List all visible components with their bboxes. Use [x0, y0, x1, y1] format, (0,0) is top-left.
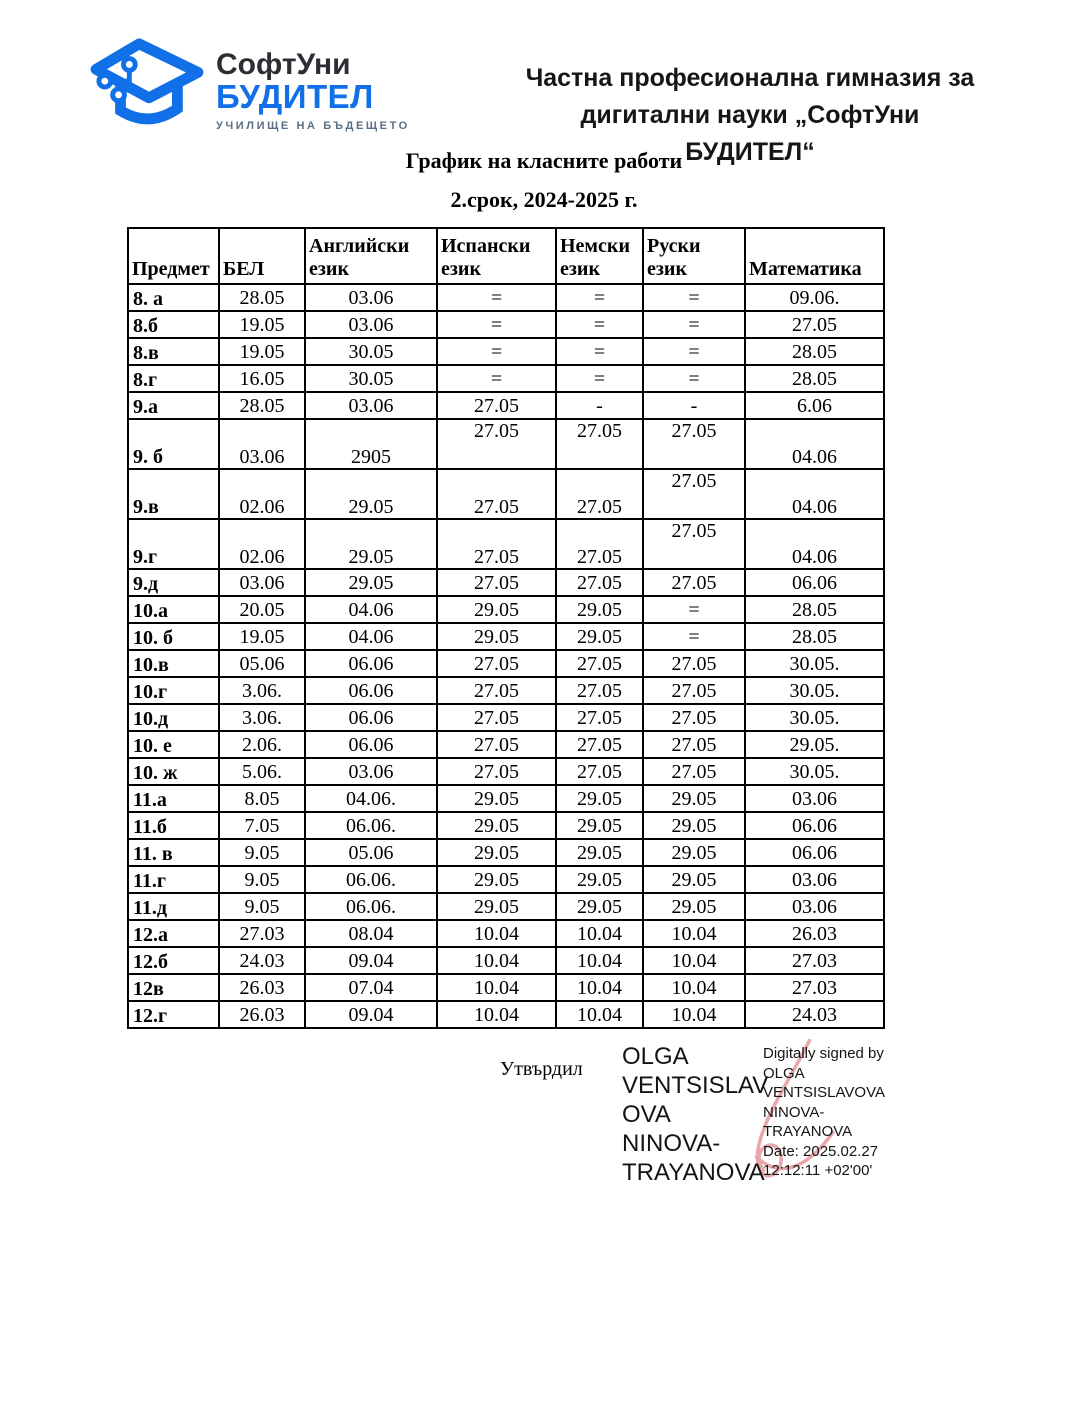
table-row [128, 338, 884, 365]
date-cell: 04.06 [745, 469, 884, 519]
schedule-table-body [128, 284, 884, 1028]
signer-name-line: VENTSISLAV [622, 1072, 769, 1099]
date-cell: 06.06 [305, 677, 437, 704]
date-cell: 9.05 [219, 893, 305, 920]
date-cell: 27.05 [437, 650, 556, 677]
date-cell: 29.05 [437, 839, 556, 866]
graduation-cap-icon [88, 36, 206, 145]
date-cell: = [643, 596, 745, 623]
date-cell: 10.04 [437, 947, 556, 974]
date-cell: 27.05 [643, 704, 745, 731]
date-cell: = [556, 365, 643, 392]
date-cell: = [643, 623, 745, 650]
signature-details-line: Date: 2025.02.27 [763, 1142, 879, 1160]
logo-tagline: УЧИЛИЩЕ НА БЪДЕЩЕТО [216, 120, 410, 132]
class-label: 11.г [128, 866, 219, 893]
date-cell: 10.04 [437, 1001, 556, 1028]
date-cell: 10.04 [643, 947, 745, 974]
date-cell: 24.03 [219, 947, 305, 974]
date-cell: 6.06 [745, 392, 884, 419]
date-cell: 30.05. [745, 650, 884, 677]
date-cell: 29.05 [305, 469, 437, 519]
date-cell: 29.05 [556, 623, 643, 650]
date-cell: 27.05 [437, 731, 556, 758]
logo-text [216, 36, 410, 132]
date-cell: 03.06 [305, 758, 437, 785]
column-header: Предмет [128, 228, 219, 284]
signer-name-line: TRAYANOVA [622, 1159, 765, 1186]
table-row [128, 785, 884, 812]
date-cell: 26.03 [219, 1001, 305, 1028]
class-label: 8.в [128, 338, 219, 365]
date-cell: 06.06. [305, 866, 437, 893]
date-cell: 29.05 [437, 596, 556, 623]
date-cell: 27.03 [745, 947, 884, 974]
date-cell: 09.04 [305, 1001, 437, 1028]
date-cell: 03.06 [745, 893, 884, 920]
date-cell: 29.05 [556, 812, 643, 839]
date-cell: 27.05 [643, 469, 745, 519]
date-cell: 29.05. [745, 731, 884, 758]
schedule-table-head [128, 228, 884, 284]
date-cell: 27.05 [556, 677, 643, 704]
schedule-table [127, 227, 885, 1029]
table-row [128, 311, 884, 338]
date-cell: 27.05 [556, 569, 643, 596]
date-cell: 9.05 [219, 866, 305, 893]
date-cell: 29.05 [305, 569, 437, 596]
date-cell: 04.06 [745, 519, 884, 569]
date-cell: 19.05 [219, 623, 305, 650]
date-cell: 16.05 [219, 365, 305, 392]
date-cell: 30.05. [745, 758, 884, 785]
class-label: 11. в [128, 839, 219, 866]
date-cell: 27.05 [556, 704, 643, 731]
date-cell: 27.05 [437, 519, 556, 569]
date-cell: 27.05 [643, 677, 745, 704]
date-cell: 27.05 [556, 519, 643, 569]
signature-details-line: OLGA [763, 1064, 805, 1082]
date-cell: 08.04 [305, 920, 437, 947]
date-cell: 29.05 [556, 839, 643, 866]
date-cell: 28.05 [745, 338, 884, 365]
table-row [128, 920, 884, 947]
class-label: 10. ж [128, 758, 219, 785]
signature-details-line: Digitally signed by [763, 1045, 884, 1062]
date-cell: 30.05 [305, 338, 437, 365]
class-label: 11.а [128, 785, 219, 812]
class-label: 10.г [128, 677, 219, 704]
date-cell: 2905 [305, 419, 437, 469]
class-label: 12.а [128, 920, 219, 947]
date-cell: 30.05. [745, 677, 884, 704]
date-cell: 06.06. [305, 893, 437, 920]
date-cell: 8.05 [219, 785, 305, 812]
date-cell: 29.05 [643, 893, 745, 920]
table-row [128, 365, 884, 392]
date-cell: 2.06. [219, 731, 305, 758]
date-cell: 29.05 [643, 812, 745, 839]
signer-name-line: OVA [622, 1101, 671, 1128]
class-label: 10.в [128, 650, 219, 677]
date-cell: 05.06 [219, 650, 305, 677]
date-cell: 27.05 [643, 519, 745, 569]
date-cell: 04.06 [745, 419, 884, 469]
date-cell: 04.06 [305, 596, 437, 623]
table-row [128, 866, 884, 893]
table-row [128, 758, 884, 785]
table-row [128, 677, 884, 704]
date-cell: 10.04 [556, 947, 643, 974]
date-cell: 10.04 [643, 920, 745, 947]
date-cell: 10.04 [437, 920, 556, 947]
date-cell: 27.05 [437, 677, 556, 704]
logo-brand-bottom: БУДИТЕЛ [216, 78, 374, 115]
signer-name-line: NINOVA- [622, 1130, 721, 1157]
date-cell: 29.05 [305, 519, 437, 569]
date-cell: 04.06. [305, 785, 437, 812]
date-cell: 03.06 [219, 419, 305, 469]
date-cell: 29.05 [643, 866, 745, 893]
document-subtitle: 2.срок, 2024-2025 г. [450, 187, 638, 212]
table-row [128, 650, 884, 677]
date-cell: 03.06 [745, 866, 884, 893]
date-cell: 10.04 [643, 1001, 745, 1028]
signature-details [763, 1044, 913, 1181]
class-label: 9.г [128, 519, 219, 569]
date-cell: 06.06 [305, 731, 437, 758]
date-cell: = [556, 284, 643, 311]
table-row [128, 947, 884, 974]
table-header-row [128, 228, 884, 284]
class-label: 10.д [128, 704, 219, 731]
table-row [128, 596, 884, 623]
date-cell: 10.04 [556, 920, 643, 947]
date-cell: 29.05 [556, 893, 643, 920]
date-cell: 27.05 [437, 469, 556, 519]
date-cell: 02.06 [219, 519, 305, 569]
date-cell: 30.05 [305, 365, 437, 392]
date-cell: = [643, 284, 745, 311]
table-row [128, 704, 884, 731]
date-cell: = [643, 365, 745, 392]
school-logo [88, 36, 410, 145]
date-cell: 29.05 [556, 785, 643, 812]
date-cell: 26.03 [745, 920, 884, 947]
date-cell: 30.05. [745, 704, 884, 731]
date-cell: 27.05 [745, 311, 884, 338]
class-label: 11.д [128, 893, 219, 920]
date-cell: 3.06. [219, 677, 305, 704]
class-label: 10. е [128, 731, 219, 758]
date-cell: 19.05 [219, 338, 305, 365]
column-header: Математика [745, 228, 884, 284]
signature-details-line: VENTSISLAVOVA [763, 1084, 885, 1101]
date-cell: 04.06 [305, 623, 437, 650]
date-cell: 27.05 [643, 650, 745, 677]
date-cell: 27.05 [437, 704, 556, 731]
signer-name [622, 1042, 782, 1187]
date-cell: 29.05 [437, 812, 556, 839]
date-cell: 29.05 [556, 866, 643, 893]
date-cell: 03.06 [745, 785, 884, 812]
date-cell: 29.05 [643, 785, 745, 812]
table-row [128, 839, 884, 866]
date-cell: 29.05 [437, 893, 556, 920]
date-cell: 03.06 [219, 569, 305, 596]
class-label: 10. б [128, 623, 219, 650]
signature-details-line: 12:12:11 +02'00' [763, 1162, 873, 1179]
class-label: 9.а [128, 392, 219, 419]
class-label: 11.б [128, 812, 219, 839]
date-cell: 03.06 [305, 311, 437, 338]
date-cell: 06.06 [745, 569, 884, 596]
date-cell: 27.05 [556, 419, 643, 469]
date-cell: 27.05 [437, 392, 556, 419]
date-cell: = [643, 338, 745, 365]
date-cell: 05.06 [305, 839, 437, 866]
table-row [128, 731, 884, 758]
table-row [128, 469, 884, 519]
logo-brand-top: СофтУни [216, 48, 351, 81]
date-cell: 27.05 [556, 650, 643, 677]
table-row [128, 812, 884, 839]
date-cell: 27.03 [745, 974, 884, 1001]
signer-name-line: OLGA [622, 1043, 689, 1070]
date-cell: 20.05 [219, 596, 305, 623]
date-cell: 06.06 [305, 704, 437, 731]
date-cell: 27.05 [437, 569, 556, 596]
column-header: Руски език [643, 228, 745, 284]
date-cell: 28.05 [219, 284, 305, 311]
date-cell: 02.06 [219, 469, 305, 519]
class-label: 8.г [128, 365, 219, 392]
date-cell: 26.03 [219, 974, 305, 1001]
date-cell: = [437, 284, 556, 311]
date-cell: 24.03 [745, 1001, 884, 1028]
date-cell: = [556, 338, 643, 365]
signature-details-line: TRAYANOVA [763, 1123, 853, 1140]
date-cell: 27.05 [437, 758, 556, 785]
table-row [128, 623, 884, 650]
date-cell: = [643, 311, 745, 338]
class-label: 12.г [128, 1001, 219, 1028]
date-cell: - [643, 392, 745, 419]
date-cell: 27.05 [556, 758, 643, 785]
approved-label: Утвърдил [500, 1058, 583, 1080]
date-cell: 3.06. [219, 704, 305, 731]
class-label: 12.б [128, 947, 219, 974]
date-cell: 27.05 [556, 469, 643, 519]
table-row [128, 519, 884, 569]
date-cell: 27.05 [437, 419, 556, 469]
date-cell: 29.05 [437, 866, 556, 893]
date-cell: 06.06 [745, 839, 884, 866]
date-cell: 10.04 [437, 974, 556, 1001]
date-cell: 06.06 [745, 812, 884, 839]
table-row [128, 893, 884, 920]
date-cell: - [556, 392, 643, 419]
table-row [128, 284, 884, 311]
table-row [128, 569, 884, 596]
date-cell: 07.04 [305, 974, 437, 1001]
date-cell: 27.05 [643, 569, 745, 596]
column-header: Английски език [305, 228, 437, 284]
date-cell: 29.05 [437, 623, 556, 650]
table-row [128, 1001, 884, 1028]
signature-details-line: NINOVA- [763, 1103, 825, 1121]
class-label: 9.д [128, 569, 219, 596]
school-name-line2: дигитални науки „СофтУни БУДИТЕЛ“ [580, 101, 920, 166]
class-label: 8.б [128, 311, 219, 338]
date-cell: 27.05 [643, 758, 745, 785]
date-cell: 28.05 [745, 365, 884, 392]
date-cell: 7.05 [219, 812, 305, 839]
date-cell: 10.04 [643, 974, 745, 1001]
date-cell: 03.06 [305, 392, 437, 419]
table-row [128, 974, 884, 1001]
class-label: 8. а [128, 284, 219, 311]
column-header: Испански език [437, 228, 556, 284]
date-cell: = [437, 311, 556, 338]
date-cell: 19.05 [219, 311, 305, 338]
date-cell: 29.05 [437, 785, 556, 812]
date-cell: 9.05 [219, 839, 305, 866]
date-cell: 28.05 [745, 623, 884, 650]
date-cell: 27.05 [643, 419, 745, 469]
class-label: 9. б [128, 419, 219, 469]
date-cell: 03.06 [305, 284, 437, 311]
date-cell: 27.03 [219, 920, 305, 947]
date-cell: 28.05 [745, 596, 884, 623]
document-title: График на класните работи [405, 148, 683, 173]
school-name-line1: Частна професионална гимназия за [525, 64, 975, 92]
class-label: 12в [128, 974, 219, 1001]
date-cell: = [437, 365, 556, 392]
date-cell: 27.05 [643, 731, 745, 758]
table-row [128, 419, 884, 469]
date-cell: 06.06 [305, 650, 437, 677]
date-cell: 10.04 [556, 974, 643, 1001]
date-cell: 29.05 [556, 596, 643, 623]
column-header: БЕЛ [219, 228, 305, 284]
table-row [128, 392, 884, 419]
class-label: 9.в [128, 469, 219, 519]
date-cell: 09.04 [305, 947, 437, 974]
date-cell: 28.05 [219, 392, 305, 419]
class-label: 10.а [128, 596, 219, 623]
date-cell: 5.06. [219, 758, 305, 785]
date-cell: 10.04 [556, 1001, 643, 1028]
date-cell: = [437, 338, 556, 365]
date-cell: 27.05 [556, 731, 643, 758]
date-cell: 29.05 [643, 839, 745, 866]
date-cell: 09.06. [745, 284, 884, 311]
column-header: Немски език [556, 228, 643, 284]
date-cell: = [556, 311, 643, 338]
date-cell: 06.06. [305, 812, 437, 839]
